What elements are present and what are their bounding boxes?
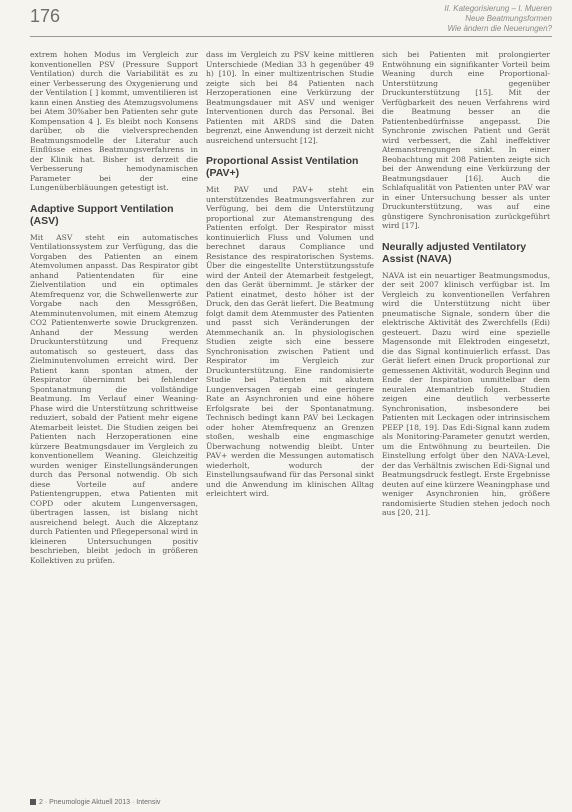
- running-head-line: Wie ändern die Neuerungen?: [447, 24, 552, 33]
- running-head-line: II. Kategorisierung – I. Mueren: [444, 4, 552, 13]
- section-heading-nava: Neurally adjusted Ventilatory Assist (NAVA): [382, 240, 527, 265]
- footer-text: 2 · Pneumologie Aktuell 2013 · Intensiv: [39, 799, 161, 806]
- running-head: [352, 4, 552, 34]
- paragraph: extrem hohen Modus im Vergleich zur konventionellen PSV (Pressure Support Ventilation) durch die Variabilität es zu einer Verbesserung des Oxygenierung und der Ventilation [ ] kommt, umventilieren ist kann einen Anstieg des Atemzugsvolumens bei Atem 30%aber ben Patienten sehr gute Kompensation 4 ]. Es bleibt noch Konsens darüber, ob die vielversprechenden Beatmungsmodelle der Literatur auch Einflüsse eines Beatmungsverfahrens in der Klinik hat. Bisher ist derzeit die Verbesserung hemodynamischen Parameter bei der eine Lungenüberbläuungen getestigt ist.: [30, 50, 198, 192]
- paragraph: sich bei Patienten mit prolongierter Entwöhnung ein signifikanter Vorteil beim Weaning durch eine Proportional-Unterstützung gegenüber Druckunterstützung [15]. Mit der Verfügbarkeit des neuen Verfahrens wird die Beatmung besser an die Patientenbedürfnisse angepasst. Die Synchronie zwischen Patient und Gerät wird verbessert, die Zahl ineffektiver Atemanstrengungen sinkt. In einer Beobachtung mit 208 Patienten zeigte sich bei der Anwendung eine Verkürzung der Beatmungsdauer [16]. Auch die Schlafqualität von Patienten unter PAV war in einer Untersuchung besser als unter Druckunterstützung, was auf eine günstigere Synchronisation zurückgeführt wird [17].: [382, 50, 550, 230]
- running-head-line: Neue Beatmungsformen: [465, 14, 552, 23]
- paragraph: dass im Vergleich zu PSV keine mittleren Unterschiede (Median 33 h gegenüber 49 h) [10]. In einer multizentrischen Studie zeigte sich bei 84 Patienten nach Herzoperationen eine Verkürzung der Beatmungsdauer mit ASV und weniger Interventionen durch das Personal. Bei Patienten mit ARDS sind die Daten begrenzt, eine Anwendung ist derzeit nicht ausreichend untersucht [12].: [206, 50, 374, 145]
- article-body: [30, 50, 552, 795]
- paragraph: NAVA ist ein neuartiger Beatmungsmodus, der seit 2007 klinisch verfügbar ist. Im Vergleich zu konventionellen Verfahren wird die Unterstützung nicht über pneumatische Signale, sondern über die elektrische Aktivität des Zwerchfells (Edi) gesteuert. Dazu wird eine spezielle Magensonde mit Elektroden eingesetzt, die das Signal kontinuierlich erfasst. Das Gerät liefert einen Druck proportional zur gemessenen Aktivität, wodurch Beginn und Ende der Inspiration unmittelbar dem neuralen Atemantrieb folgen. Studien zeigen eine deutlich verbesserte Synchronisation, insbesondere bei Patienten mit Leckagen oder intrinsischem PEEP [18, 19]. Das Edi-Signal kann zudem als Monitoring-Parameter genutzt werden, um die Entwöhnung zu beurteilen. Die Einstellung erfolgt über den NAVA-Level, der das Verhältnis zwischen Edi-Signal und Beatmungsdruck festlegt. Erste Ergebnisse deuten auf eine kürzere Weaningphase und weniger Asynchronien hin, größere randomisierte Studien stehen jedoch noch aus [20, 21].: [382, 270, 550, 517]
- header-rule: [30, 36, 552, 37]
- column-2: [206, 50, 374, 795]
- column-1: [30, 50, 198, 795]
- footer: [30, 799, 160, 806]
- bullet-icon: [30, 799, 36, 805]
- section-heading-pav: Proportional Assist Ventilation (PAV+): [206, 155, 359, 179]
- page-number: 176: [30, 6, 61, 26]
- paragraph: Mit ASV steht ein automatisches Ventilationssystem zur Verfügung, das die Vorgaben des Patienten an einem Atemvolumen anpasst. Das Respirator gibt anhand Patientendaten für eine Zielventilation und ein optimales Atemfrequenz vor, die Schwellenwerte zur Vorgabe nach den Messgrößen, Atemminutenvolumen, mit einem Atemzug CO2 Patientenwerte sowie Druckgrenzen. Anhand der Messung werden Druckunterstützung und Frequenz automatisch so gesteuert, dass das Zielminutenvolumen erreicht wird. Der Patient kann spontan atmen, der Respirator übernimmt bei fehlender Spontanatmung die vollständige Beatmung. Im Verlauf einer Weaning-Phase wird die Unterstützung schrittweise reduziert, sobald der Patient mehr eigene Atemarbeit leistet. Die Studien zeigen bei Patienten nach Herzoperationen eine kürzere Beatmungsdauer im Vergleich zu konventionellem Weaning. Gleichzeitig wurden weniger Einstellungsänderungen durch das Personal notwendig. Ob sich diese Vorteile auf andere Patientengruppen, etwa Patienten mit COPD oder akutem Lungenversagen, übertragen lassen, ist bislang nicht ausreichend belegt. Auch die Akzeptanz durch Patienten und Pflegepersonal wird in kleineren Untersuchungen positiv beschrieben, bleibt jedoch in größeren Kollektiven zu prüfen.: [30, 232, 198, 565]
- section-heading-asv: Adaptive Support Ventilation (ASV): [30, 202, 174, 227]
- paragraph: Mit PAV und PAV+ steht ein unterstützendes Beatmungsverfahren zur Verfügung, bei dem die Unterstützung proportional zur Atemanstrengung des Patienten erfolgt. Der Respirator misst kontinuierlich Fluss und Volumen und berechnet daraus Compliance und Resistance des respiratorischen Systems. Über die eingestellte Unterstützungsstufe wird der Anteil der Atemarbeit festgelegt, den das Gerät übernimmt. Je stärker der Patient einatmet, desto höher ist der Druck, den das Gerät liefert. Die Beatmung folgt damit dem Atemmuster des Patienten und passt sich Veränderungen der Atemmechanik an. In physiologischen Studien zeigte sich eine bessere Synchronisation zwischen Patient und Respirator im Vergleich zur Druckunterstützung. Eine randomisierte Studie bei Patienten mit akutem Lungenversagen ergab eine geringere Rate an Asynchronien und eine höhere Erfolgsrate bei der Spontanatmung. Technisch bedingt kann PAV bei Leckagen oder hoher Atemfrequenz an Grenzen stoßen, weshalb eine engmaschige Überwachung notwendig bleibt. Unter PAV+ werden die Messungen automatisch wiederholt, wodurch der Einstellungsaufwand für das Personal sinkt und die Anwendung im klinischen Alltag erleichtert wird.: [206, 185, 374, 498]
- column-3: [382, 50, 550, 795]
